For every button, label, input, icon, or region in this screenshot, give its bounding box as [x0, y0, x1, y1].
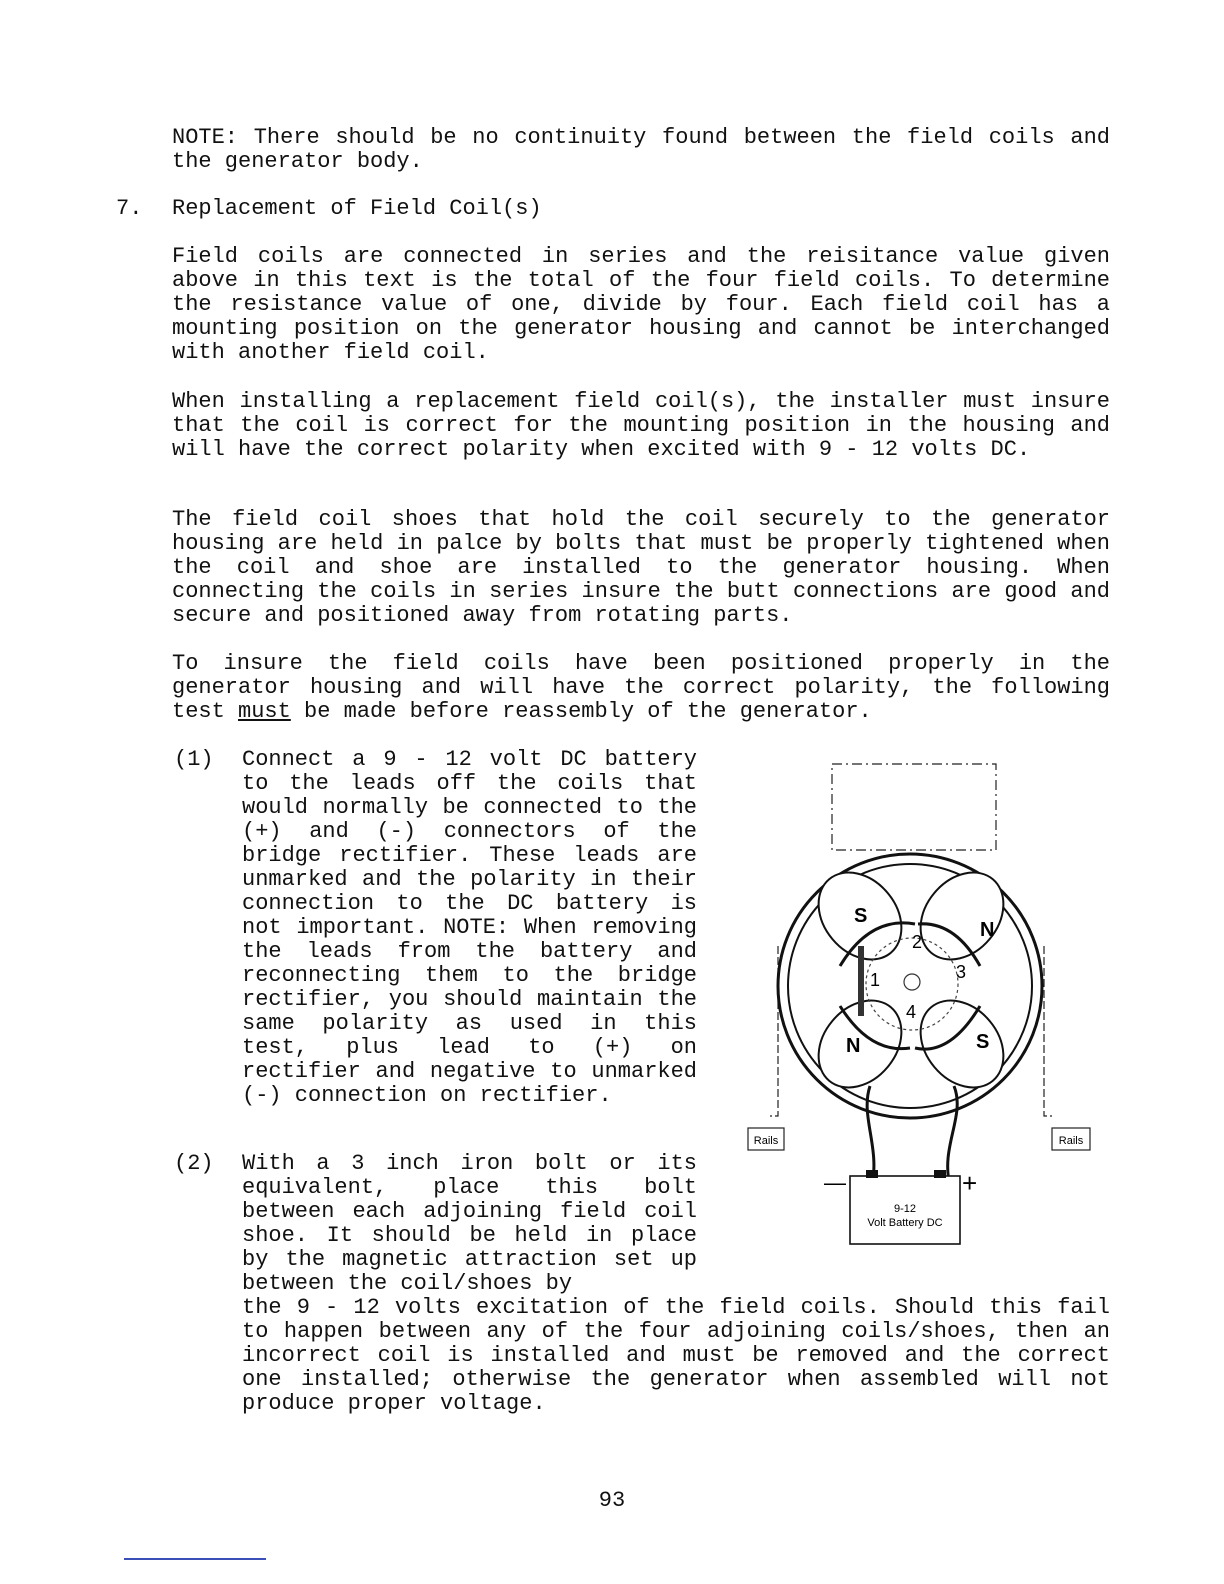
paragraph-test-intro — [172, 652, 1110, 724]
field-coils — [802, 856, 1021, 1104]
battery-plus-sign: + — [962, 1168, 978, 1198]
footer-rule — [124, 1558, 266, 1560]
test-intro-emphasis: must — [238, 699, 291, 724]
left-rail-label: Rails — [753, 1135, 779, 1147]
right-rail-label: Rails — [1058, 1135, 1084, 1147]
iron-bolt — [858, 946, 864, 1016]
battery-minus-sign: — — [824, 1170, 846, 1195]
rectifier-outline — [832, 764, 996, 850]
test-intro-before: To insure the field coils have been positioned properly in the generator housing and will have the correct polarity, the following test — [172, 651, 1110, 724]
step-2-marker: (2) — [174, 1151, 214, 1176]
step-1-marker: (1) — [174, 747, 214, 772]
paragraph-field-coils-series: Field coils are connected in series and the reisitance value given above in this text is the total of the four field coils. To determine the resistance value of one, divide by four. Each field coil has a mounting position on the generator housing and cannot be interchanged with another field coil. — [172, 244, 1110, 365]
paragraph-coil-shoes: The field coil shoes that hold the coil securely to the generator housing are held in palce by bolts that must be properly tightened when the coil and shoe are installed to the generator housing. When connecting the coils in series insure the butt connections are good and secure and positioned away from rotating parts. — [172, 507, 1110, 628]
section-number: 7. — [116, 196, 143, 221]
note-text: There should be no continuity found between the field coils and the generator body. — [172, 125, 1110, 174]
field-coil-2 — [904, 856, 1021, 976]
step-2-text-wide: the 9 - 12 volts excitation of the field coils. Should this fail to happen between any of the four adjoining coils/shoes, then an incorrect coil is installed and must be removed and the correct one installed; otherwise the generator when assembled will not produce proper voltage. — [242, 1295, 1110, 1416]
battery-terminal-positive — [934, 1170, 946, 1178]
note-paragraph — [172, 126, 1110, 174]
position-label-1: 1 — [870, 970, 881, 990]
battery-label-type: Volt Battery DC — [867, 1217, 943, 1229]
note-label: NOTE: — [172, 125, 239, 150]
field-coil-4 — [904, 984, 1021, 1104]
position-label-3: 3 — [956, 962, 967, 982]
pole-label-n-top: N — [980, 919, 995, 941]
pole-label-s-bottom: S — [976, 1031, 990, 1053]
battery-terminal-negative — [866, 1170, 878, 1178]
battery-label-voltage: 9-12 — [893, 1203, 917, 1215]
test-intro-after: be made before reassembly of the generator. — [290, 699, 872, 724]
pole-label-s-top: S — [854, 905, 868, 927]
shaft — [904, 974, 920, 990]
field-coil-test-diagram — [740, 756, 1100, 1256]
page-number: 93 — [598, 1488, 626, 1513]
step-1-text: Connect a 9 - 12 volt DC battery to the leads off the coils that would normally be connected to the (+) and (-) connectors of the bridge rectifier. These leads are unmarked and the polarity in their connection to the DC battery is not important. NOTE: When removing the leads from the battery and reconnecting them to the bridge rectifier, you should maintain the same polarity as used in this test, plus lead to (+) on rectifier and negative to unmarked (-) connection on rectifier. — [242, 747, 697, 1108]
left-rail-line — [770, 946, 778, 1116]
paragraph-installing-replacement: When installing a replacement field coil(s), the installer must insure that the coil is correct for the mounting position in the housing and will have the correct polarity when excited with 9 - 12 volts DC. — [172, 389, 1110, 462]
pole-label-n-bottom: N — [846, 1035, 861, 1057]
position-label-2: 2 — [912, 932, 923, 952]
position-label-4: 4 — [906, 1002, 917, 1022]
step-2-text-narrow: With a 3 inch iron bolt or its equivalent, place this bolt between each adjoining field coil shoe. It should be held in place by the magnetic attraction set up between the coil/shoes by — [242, 1151, 697, 1296]
right-rail-line — [1044, 946, 1052, 1116]
section-title: Replacement of Field Coil(s) — [172, 196, 542, 221]
